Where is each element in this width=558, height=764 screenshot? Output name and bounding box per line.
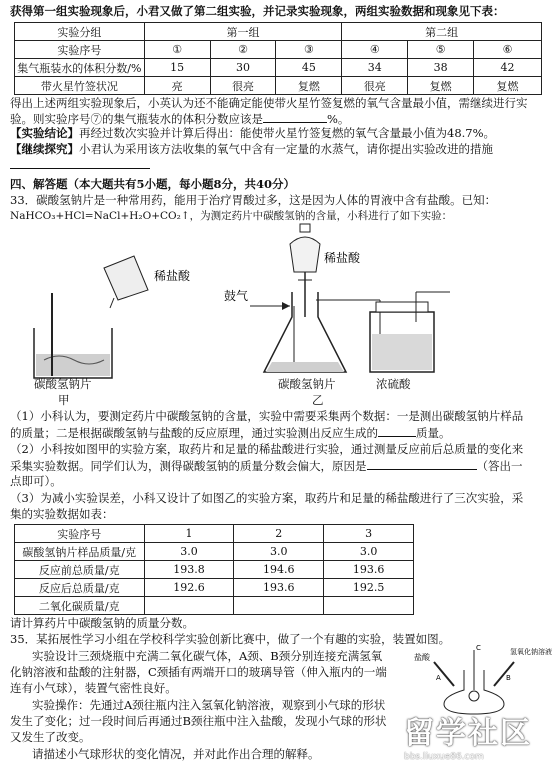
- q33-p2b: [10, 458, 523, 474]
- q35-p1-line: 连有小气球），装置气密性良好。: [10, 681, 177, 695]
- cell: 30: [210, 59, 276, 77]
- conclusion-tag: 【实验结论】: [10, 126, 79, 140]
- cell: ⑤: [408, 41, 474, 59]
- cell: [234, 597, 324, 615]
- fig35-b-label: B: [506, 674, 511, 682]
- cell: 38: [408, 59, 474, 77]
- q33-intro: 33．碳酸氢钠片是一种常用药，能用于治疗胃酸过多，这是因为人体的胃液中含有盐酸。已知：: [10, 193, 497, 207]
- fig35-a-label: A: [436, 674, 441, 682]
- q33-p2a: （2）小科按如图甲的实验方案，取药片和足量的稀盐酸进行实验，通过测量反应前后总质量的变化来: [10, 442, 524, 456]
- experiment-table-2: [14, 524, 414, 615]
- experiment-table-1: [14, 22, 542, 95]
- row-label: 反应前总质量/克: [15, 561, 145, 579]
- cell-group1: 第一组: [144, 23, 342, 41]
- conclusion-text: 再经过数次实验并计算后得出：能使带火星竹签复燃的氧气含量最小值为48.7%。: [79, 126, 496, 140]
- fig35-c-label: C: [476, 644, 481, 652]
- q33-p1b: [10, 425, 451, 441]
- q33-p2b-text: 采集实验数据。同学们认为，测得碳酸氢钠的质量分数会偏大，原因是: [10, 459, 367, 473]
- row-label: 集气瓶装水的体积分数/%: [15, 59, 145, 77]
- figure-jia: [14, 238, 214, 388]
- figure-yi: [220, 222, 550, 387]
- cell: 193.6: [324, 561, 414, 579]
- figure-yi-caption: 乙: [312, 393, 324, 407]
- answer-blank: [10, 157, 150, 169]
- row-label: 带火星竹签状况: [15, 77, 145, 95]
- cell: 192.5: [324, 579, 414, 597]
- q35-p2-line: 发生了变化；过一段时间后再通过B颈往瓶中注入盐酸，发现小气球的形状: [10, 714, 387, 728]
- row-label: 实验序号: [15, 41, 145, 59]
- q35-p2-line: 又发生了改变。: [10, 730, 91, 744]
- cell: 192.6: [144, 579, 234, 597]
- acid-label-left: 稀盐酸: [154, 269, 191, 283]
- cell: 193.6: [234, 579, 324, 597]
- after-table-main: 得出上述两组实验现象后，小英认为还不能确定能使带火星竹签复燃的氧气含量最小值，需继续进行实验。则实验序号⑦的集气瓶装水的体积分数应该是: [10, 96, 528, 126]
- cell: 42: [474, 59, 542, 77]
- q33-p1a: （1）小科认为，要测定药片中碳酸氢钠的含量，实验中需要采集两个数据：一是测出碳酸氢钠片样品: [10, 409, 524, 423]
- row-label: 二氧化碳质量/克: [15, 597, 145, 615]
- q33-equation: NaHCO₃+HCl=NaCl+H₂O+CO₂↑，为测定药片中碳酸氢钠的含量，小科进行了如下实验：: [10, 210, 453, 222]
- q35-p3: 请描述小气球形状的变化情况，并对此作出合理的解释。: [32, 747, 320, 761]
- cell: 亮: [144, 77, 210, 95]
- cell: [324, 597, 414, 615]
- after-table-text: [10, 96, 550, 127]
- cell: 3.0: [324, 543, 414, 561]
- header-cell: 1: [144, 525, 234, 543]
- answer-blank: [263, 111, 327, 123]
- cell: ②: [210, 41, 276, 59]
- cell: 很亮: [210, 77, 276, 95]
- watermark-text: 留学社区: [404, 716, 532, 751]
- cell: [144, 597, 234, 615]
- conclusion-line: [10, 126, 495, 141]
- after-table-tail: %。: [327, 112, 350, 126]
- cell: 复燃: [408, 77, 474, 95]
- explore-line: [10, 142, 550, 173]
- q35-p1-line: 化钠溶液和盐酸的注射器，C颈插有两端开口的玻璃导管（伸入瓶内的一端: [10, 665, 387, 679]
- row-label: 碳酸氢钠片样品质量/克: [15, 543, 145, 561]
- cell: ④: [342, 41, 408, 59]
- q33-p2c: 点即可）。: [10, 474, 62, 488]
- intro-line: 获得第一组实验现象后，小君又做了第二组实验，并记录实验现象，两组实验数据和现象见下表：: [10, 4, 505, 18]
- figure-jia-caption: 甲: [58, 393, 70, 407]
- explore-tag: 【继续探究】: [10, 142, 79, 156]
- answer-blank: [378, 425, 416, 437]
- air-label: 鼓气: [224, 289, 249, 303]
- cell-group2: 第二组: [342, 23, 542, 41]
- figure-35: [414, 640, 554, 716]
- explore-text: 小君认为采用该方法收集的氧气中含有一定量的水蒸气，请你提出实验改进的措施: [79, 142, 493, 156]
- tablet-label-right: 碳酸氢钠片: [278, 377, 336, 391]
- cell-group-header: 实验分组: [15, 23, 145, 41]
- cell: 复燃: [474, 77, 542, 95]
- q33-p3a: （3）为减小实验误差，小科又设计了如图乙的实验方案，取药片和足量的稀盐酸进行了三次实验，采: [10, 491, 524, 505]
- header-cell: 3: [324, 525, 414, 543]
- q33-p3b: 集的实验数据如表：: [10, 507, 114, 521]
- cell: ⑥: [474, 41, 542, 59]
- cell: ①: [144, 41, 210, 59]
- cell: 34: [342, 59, 408, 77]
- acid-label-right: 稀盐酸: [324, 251, 361, 265]
- q33-p1b-tail: 质量。: [416, 426, 451, 440]
- q33-p2b-tail: （答出一: [476, 459, 523, 473]
- cell: 复燃: [276, 77, 342, 95]
- q35-p2-line: 实验操作：先通过A颈往瓶内注入氢氧化钠溶液，观察到小气球的形状: [32, 698, 386, 712]
- cell: 15: [144, 59, 210, 77]
- cell: 45: [276, 59, 342, 77]
- q35-p1-line: 实验设计三颈烧瓶中充满二氧化碳气体，A颈、B颈分别连接充满氢氧: [32, 649, 383, 663]
- header-cell: 实验序号: [15, 525, 145, 543]
- section-heading: 四、解答题（本大题共有5小题，每小题8分，共40分）: [10, 177, 296, 191]
- header-cell: 2: [234, 525, 324, 543]
- h2so4-label: 浓硫酸: [376, 377, 411, 391]
- q33-ask: 请计算药片中碳酸氢钠的质量分数。: [10, 616, 194, 630]
- cell: 194.6: [234, 561, 324, 579]
- q33-p1b-text: 的质量；二是根据碳酸氢钠与盐酸的反应原理，通过实验测出反应生成的: [10, 426, 378, 440]
- cell: ③: [276, 41, 342, 59]
- fig35-right-label: 氢氧化钠溶液: [510, 648, 552, 656]
- q35-intro: 35．某拓展性学习小组在学校科学实验创新比赛中，做了一个有趣的实验，装置如图。: [10, 632, 451, 646]
- fig35-left-label: 盐酸: [414, 653, 430, 662]
- cell: 很亮: [342, 77, 408, 95]
- answer-blank: [367, 458, 477, 470]
- cell: 3.0: [234, 543, 324, 561]
- row-label: 反应后总质量/克: [15, 579, 145, 597]
- cell: 193.8: [144, 561, 234, 579]
- watermark-url: bbs.liuxue86.com: [404, 752, 484, 762]
- watermark: [404, 708, 554, 760]
- tablet-label-left: 碳酸氢钠片: [34, 377, 92, 391]
- cell: 3.0: [144, 543, 234, 561]
